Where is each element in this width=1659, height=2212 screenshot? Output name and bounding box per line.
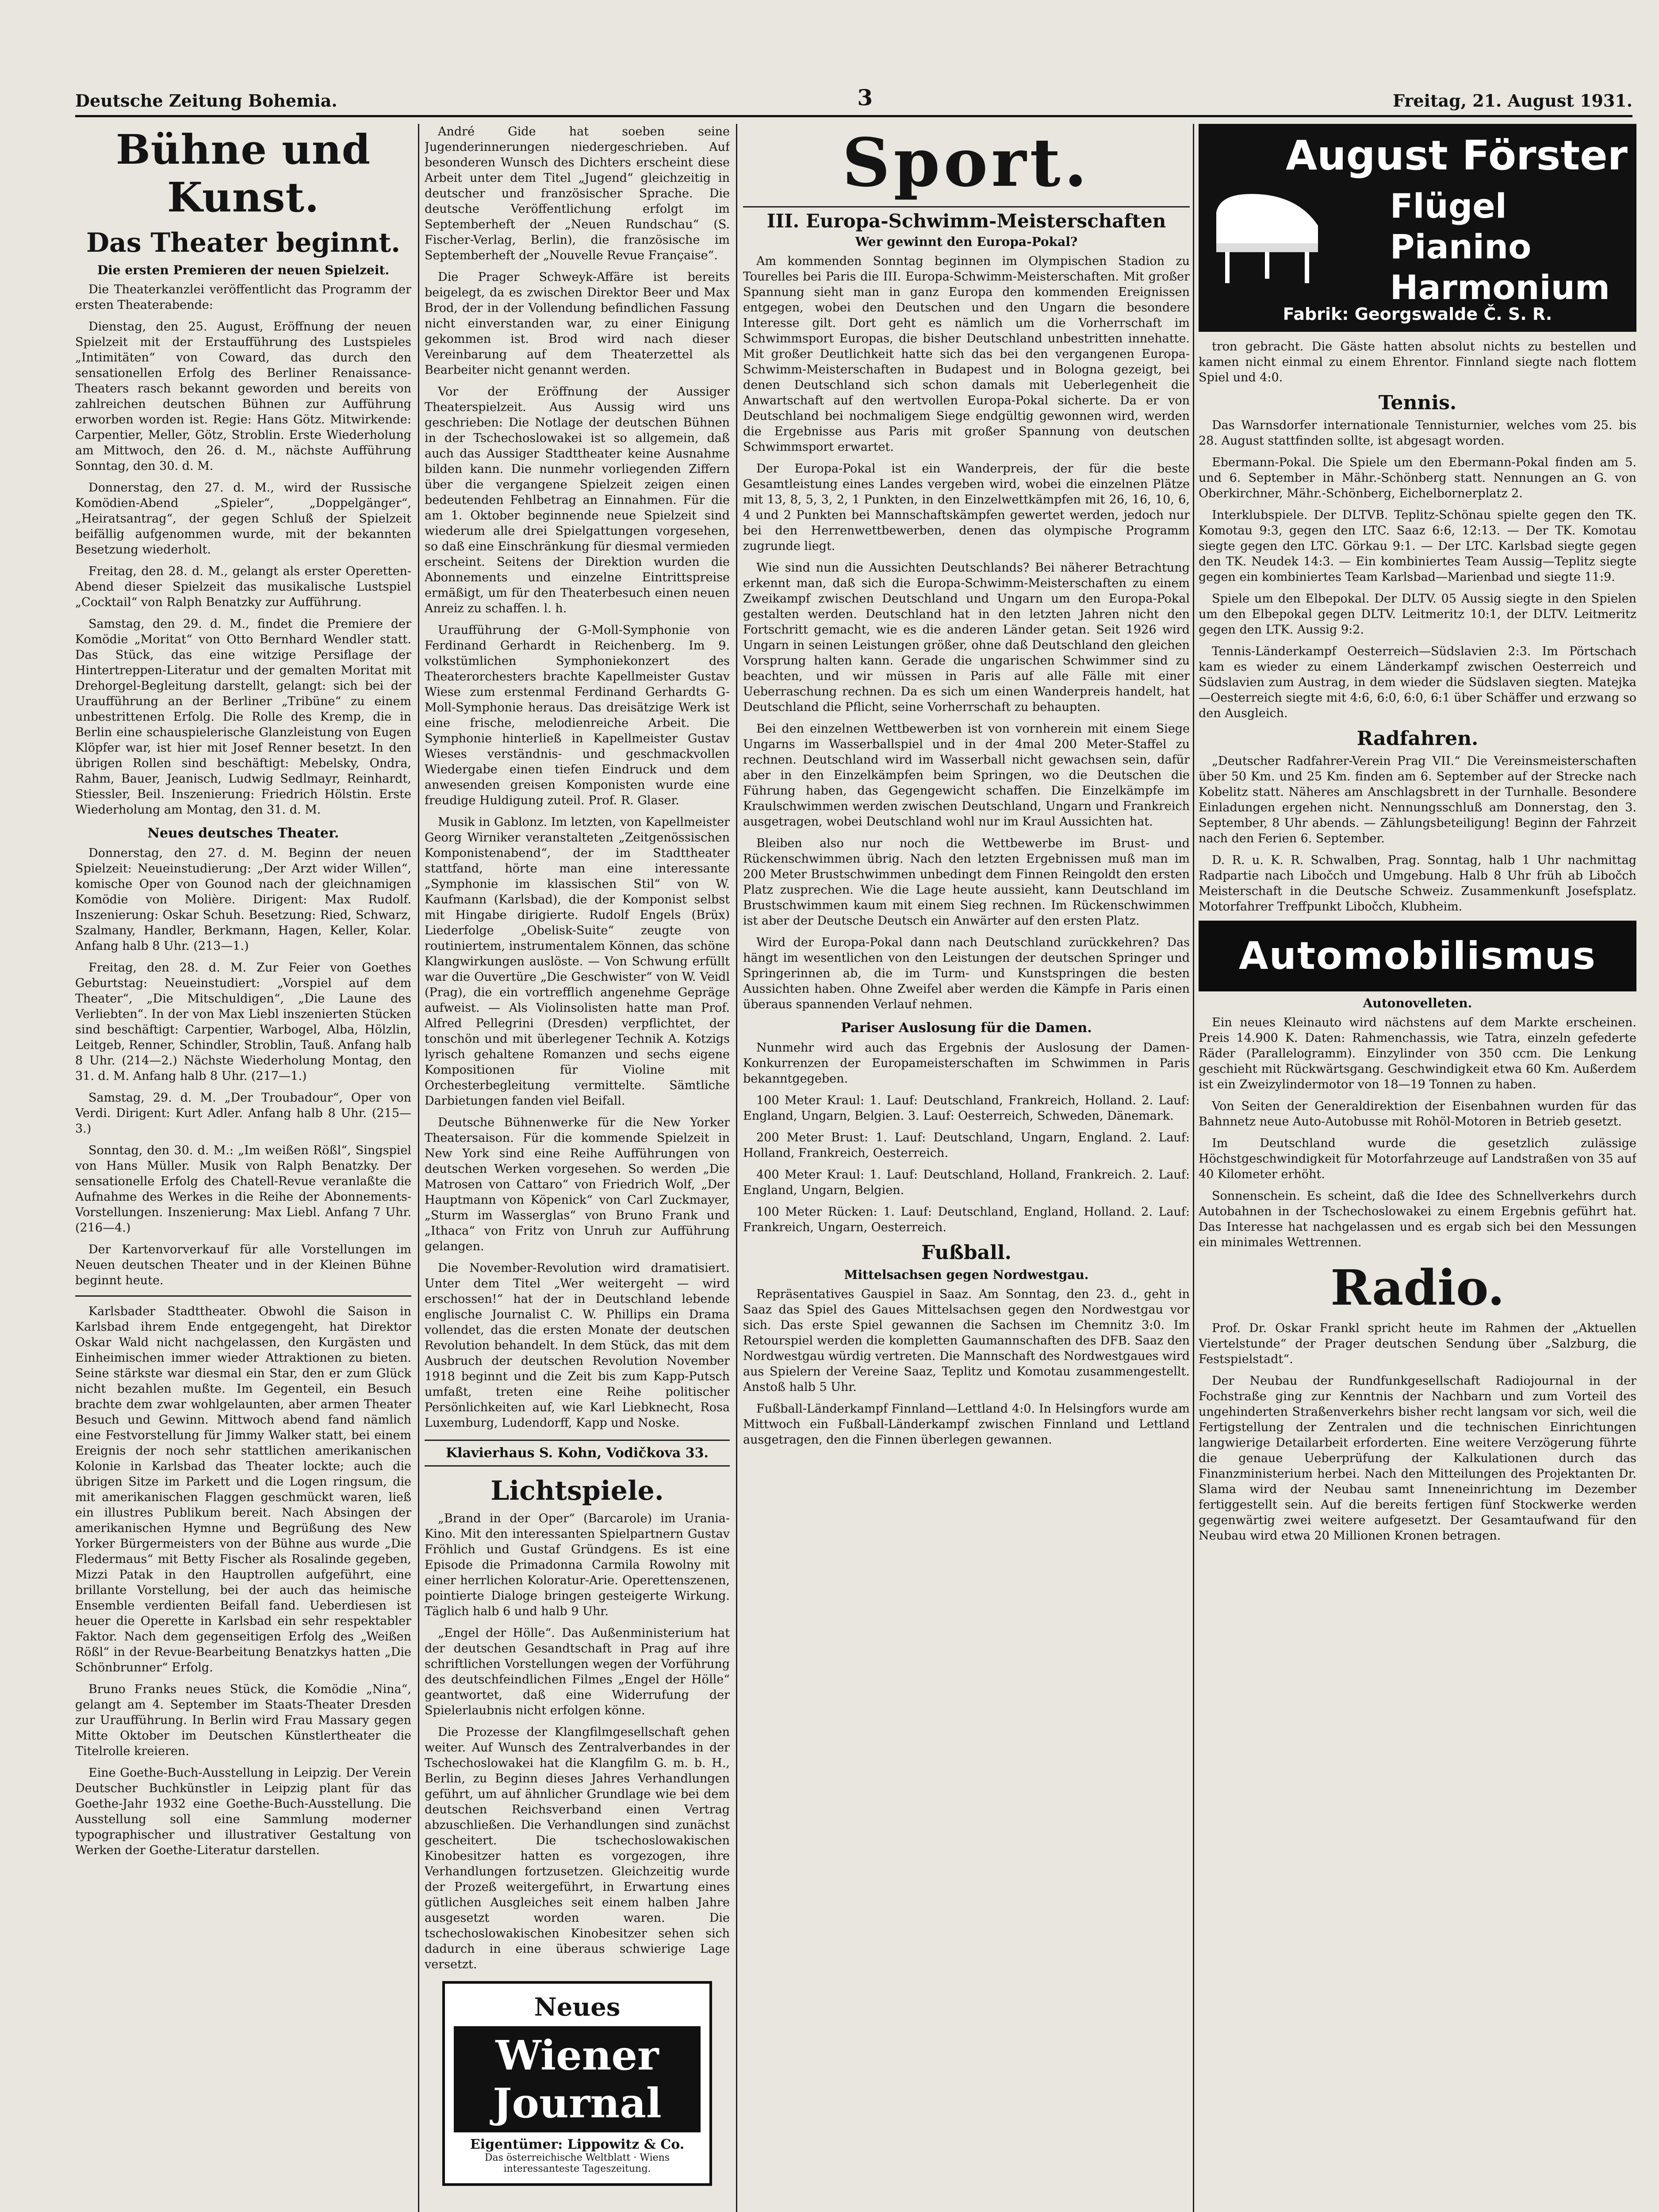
paragraph: Eine Goethe-Buch-Ausstellung in Leipzig. Der Verein Deutscher Buchkünstler in Leipzig plant für das Goethe-Jahr 1932 eine Goethe-Buch-Ausstellung. Die Ausstellung soll eine Sammlung moderner typographischer und illustrativer Gestaltung von Werken der Goethe-Literatur darstellen.: [75, 1766, 411, 1857]
section-title: Bühne und Kunst.: [115, 126, 371, 221]
paragraph: Sonntag, den 30. d. M.: „Im weißen Rößl“, Singspiel von Hans Müller. Musik von Ralph Benatzky. Der sensationelle Erfolg des Chatell-Revue veranlaßte die Aufnahme des Werkes in die Reihe der Abonnements-Vorstellungen. Inszenierung: Max Liebl. Anfang 7 Uhr. (216—4.): [75, 1144, 411, 1235]
ad-product: Harmonium: [1390, 268, 1610, 307]
ad-title: Wiener Journal: [454, 2026, 701, 2132]
article-title: Fußball.: [921, 1241, 1011, 1264]
paragraph: Das Warnsdorfer internationale Tennisturnier, welches vom 25. bis 28. August stattfinden sollte, ist abgesagt worden.: [1199, 419, 1636, 448]
paragraph: Bei den einzelnen Wettbewerben ist von vornherein mit einem Siege Ungarns im Wasserballspiel und in der 4mal 200 Meter-Staffel zu rechnen. Deutschland wird im Wasserball nicht gewachsen sein, dafür aber in den Einzelkämpfen beim Springen, wo die Deutschen die Führung haben, das Gegengewicht schaffen. Die Einzelkämpfe im Kraulschwimmen werden zwischen Deutschland, Ungarn und Frankreich ausgetragen, wobei Deutschland wohl nur im Kraul Aussichten hat.: [743, 722, 1190, 829]
paragraph: Im Deutschland wurde die gesetzlich zulässige Höchstgeschwindigkeit für Motorfahrzeuge auf Landstraßen von 35 auf 40 Kilometer erhöht.: [1199, 1137, 1636, 1181]
paragraph: D. R. u. K. R. Schwalben, Prag. Sonntag, halb 1 Uhr nachmittag Radpartie nach Libočch und Umgebung. Halb 8 Uhr früh ab Libočch Meisterschaft in die Deutsche Schweiz. Zusammenkunft Josefsplatz. Motorfahrer Treffpunkt Libočch, Klubheim.: [1199, 853, 1636, 914]
advertisement-klavierhaus: Klavierhaus S. Kohn, Vodičkova 33.: [425, 1440, 730, 1467]
article-title: Pariser Auslosung für die Damen.: [841, 1020, 1092, 1036]
column-sport-radio: [1199, 124, 1636, 2212]
paragraph: Spiele um den Elbepokal. Der DLTV. 05 Aussig siegte in den Spielen um den Elbepokal gegen DLTV. Leitmeritz 10:1, der DLTV. Leitmeritz gegen den LTK. Aussig 9:2.: [1199, 592, 1636, 637]
paragraph: Freitag, den 28. d. M., gelangt als erster Operetten-Abend dieser Spielzeit das musikalische Lustspiel „Cocktail“ von Ralph Benatzky zur Aufführung.: [75, 565, 411, 609]
paragraph: Die Prager Schweyk-Affäre ist bereits beigelegt, da es zwischen Direktor Beer und Max Brod, der in der Vollendung befindlichen Fassung nicht einverstanden war, zu einer Einigung gekommen ist. Brod wird nach dieser Vereinbarung auf dem Theaterzettel als Bearbeiter nicht genannt werden.: [425, 270, 730, 377]
paragraph: 200 Meter Brust: 1. Lauf: Deutschland, Ungarn, England. 2. Lauf: Holland, Frankreich, Oesterreich.: [743, 1131, 1190, 1160]
paragraph: Donnerstag, den 27. d. M., wird der Russische Komödien-Abend „Spieler“, „Doppelgänger“, „Heiratsantrag“, der gegen Schluß der Spielzeit beifällig aufgenommen wurde, mit der bekannten Besetzung wiederholt.: [75, 481, 411, 557]
paragraph: Sonnenschein. Es scheint, daß die Idee des Schnellverkehrs durch Autobahnen in der Tschechoslowakei zu einem Ergebnis geführt hat. Das Interesse hat nachgelassen und es ergab sich bei den Messungen ein minimales Wettrennen.: [1199, 1189, 1636, 1249]
paragraph: Bleiben also nur noch die Wettbewerbe im Brust- und Rückenschwimmen übrig. Nach den letzten Ergebnissen muß man im 200 Meter Brustschwimmen unbedingt dem Finnen Reingoldt den ersten Platz zusprechen. Wie die Lage heute aussieht, kann Deutschland im Brustschwimmen kaum mit einem Sieg rechnen. Im Rückenschwimmen ist aber der Deutsche Deutsch ein Anwärter auf den ersten Platz.: [743, 837, 1190, 928]
article-title: Neues deutsches Theater.: [147, 826, 339, 841]
ad-product: Flügel: [1390, 186, 1507, 226]
section-title: Sport.: [842, 124, 1091, 202]
paragraph: Prof. Dr. Oskar Frankl spricht heute im Rahmen der „Aktuellen Viertelstunde“ der Prager deutschen Sendung über „Salzburg, die Festspielstadt“.: [1199, 1321, 1636, 1366]
article-subtitle: Autonovelleten.: [1363, 996, 1472, 1010]
paragraph: Karlsbader Stadttheater. Obwohl die Saison in Karlsbad ihrem Ende entgegengeht, hat Direktor Oskar Wald nicht nachgelassen, den Kurgästen und Einheimischen immer wieder Attraktionen zu bieten. Seine stärkste war diesmal ein Star, den er zum Glück nicht bezahlen mußte. Im Gegenteil, ein Besuch brachte dem zwar wohlgelaunten, aber armen Theater Besuch und Gewinn. Mittwoch abend fand nämlich eine Festvorstellung für Jimmy Walker statt, bei einem Ereignis der noch sehr stattlichen amerikanischen Kolonie in Karlsbad das Theater lockte; auch die übrigen Sitze im Parkett und die Logen ringsum, die mit amerikanischen Flaggen geschmückt waren, ließ ein illustres Publikum bereit. Nach Absingen der amerikanischen Hymne und Begrüßung des New Yorker Bürgermeisters von der Bühne aus wurde „Die Fledermaus“ mit Betty Fischer als Rosalinde gegeben, Mizzi Patak in den Hauptrollen aufgeführt, eine brillante Vorstellung, bei der auch das heimische Ensemble verdienten Beifall fand. Ueberdiesen ist heuer die Operette in Karlsbad ein sehr respektabler Faktor. Nach dem gegenseitigen Erfolg des „Weißen Rößl“ in der Revue-Bearbeitung Benatzkys hatten „Die Schönbrunner“ Erfolg.: [75, 1305, 411, 1674]
paragraph: 100 Meter Rücken: 1. Lauf: Deutschland, England, Holland. 2. Lauf: Frankreich, Ungarn, Oesterreich.: [743, 1205, 1190, 1234]
advertisement-wiener-journal: [442, 1981, 712, 2186]
column-buehne: [75, 124, 411, 2212]
paragraph: Von Seiten der Generaldirektion der Eisenbahnen wurden für das Bahnnetz neue Auto-Autobusse mit Rohöl-Motoren in Betrieb gesetzt.: [1199, 1099, 1636, 1129]
ad-line: Eigentümer: Lippowitz & Co.: [470, 2137, 685, 2152]
paragraph: Musik in Gablonz. Im letzten, von Kapellmeister Georg Wirniker veranstalteten „Zeitgenössischen Komponistenabend“, der im Stadttheater stattfand, hörte man eine interessante „Symphonie im klassischen Stil“ von W. Kaufmann (Karlsbad), die der Komponist selbst mit Hingabe dirigierte. Rudolf Engels (Brüx) Liederfolge „Obelisk-Suite“ zeugte von routiniertem, instrumentalem Können, das schöne Klangwirkungen auslöste. — Von Schwung erfüllt war die Ouvertüre „Die Geschwister“ von W. Veidl (Prag), die ein vortrefflich angenehme Gepräge aufweist. — Als Violinsolisten hatte man Prof. Alfred Pellegrini (Dresden) verpflichtet, der tonschön und mit überlegener Technik A. Kotzigs lyrisch gehaltene Romanzen und sechs eigene Kompositionen für Violine mit Orchesterbegleitung vermittelte. Sämtliche Darbietungen fanden viel Beifall.: [425, 815, 730, 1108]
paragraph: Am kommenden Sonntag beginnen im Olympischen Stadion zu Tourelles bei Paris die III. Europa-Schwimm-Meisterschaften. Mit großer Spannung sieht man in ganz Europa den kommenden Ereignissen entgegen, wobei den Deutschen und den Ungarn die besondere Interesse gilt. Dort geht es nämlich um die Vorherrschaft im Schwimmsport Europas, die bisher Deutschland unbestritten innehatte. Mit großer Deutlichkeit hatte sich das bei den vergangenen Europa-Schwimm-Meisterschaften in Budapest und in Bologna gezeigt, bei denen Deutschland sich schon damals mit Ueberlegenheit die Anwartschaft auf den wertvollen Europa-Pokal sicherte. Da er von Deutschland bei nochmaligem Siege endgültig gewonnen wird, werden die Ergebnisse aus Paris mit großer Spannung von deutschen Schwimmsport erwartet.: [743, 254, 1190, 454]
paragraph: Freitag, den 28. d. M. Zur Feier von Goethes Geburtstag: Neueinstudiert: „Vorspiel auf dem Theater“, „Die Mitschuldigen“, „Die Laune des Verliebten“. In der von Max Liebl inszenierten Stücken sind beschäftigt: Carpentier, Warbogel, Alba, Hölzlin, Leitgeb, Renner, Schindler, Stroblin, Tauß. Anfang halb 8 Uhr. (214—2.) Nächste Wiederholung Montag, den 31. d. M. Anfang halb 8 Uhr. (217—1.): [75, 961, 411, 1083]
article-title: Das Theater beginnt.: [86, 227, 400, 258]
article-title: III. Europa-Schwimm-Meisterschaften: [743, 206, 1190, 232]
paragraph: Uraufführung der G-Moll-Symphonie von Ferdinand Gerhardt in Reichenberg. Im 9. volkstümlichen Symphoniekonzert des Theaterorchesters brachte Kapellmeister Gustav Wiese zum erstenmal Ferdinand Gerhardts G-Moll-Symphonie heraus. Das dreisätzige Werk ist eine frische, melodienreiche Arbeit. Die Symphonie hinterließ in Kapellmeister Gustav Wieses verständnis- und geschmackvollen Wiedergabe einen tiefen Eindruck und dem anwesenden greisen Komponisten wurde eine freudige Huldigung zuteil. Prof. R. Glaser.: [425, 623, 730, 807]
article-subtitle: Die ersten Premieren der neuen Spielzeit.: [97, 263, 390, 277]
piano-icon: [1212, 186, 1327, 288]
paragraph: 100 Meter Kraul: 1. Lauf: Deutschland, Frankreich, Holland. 2. Lauf: England, Ungarn, Belgien. 3. Lauf: Oesterreich, Schweden, Dänemark.: [743, 1094, 1190, 1123]
section-title: Lichtspiele.: [490, 1475, 664, 1506]
ad-line: Das österreichische Weltblatt · Wiens interessanteste Tageszeitung.: [484, 2152, 670, 2174]
masthead-left: Deutsche Zeitung Bohemia.: [75, 91, 337, 111]
advertisement-august-foerster: [1199, 124, 1636, 332]
paragraph: Tennis-Länderkampf Oesterreich—Südslavien 2:3. Im Pörtschach kam es wieder zu einem Länderkampf zwischen Oesterreich und Südslavien zum Austrag, in dem wieder die Südslaven siegten. Matejka—Oesterreich siegte mit 4:6, 6:0, 6:0, 6:1 über Schäffer und erzwang so den Ausgleich.: [1199, 645, 1636, 720]
section-title: Radio.: [1330, 1259, 1505, 1316]
paragraph: „Deutscher Radfahrer-Verein Prag VII.“ Die Vereinsmeisterschaften über 50 Km. und 25 Km. finden am 6. September auf der Strecke nach Kobelitz statt. Näheres am Anschlagsbrett in der Turnhalle. Besondere Einladungen ergehen nicht. Nennungsschluß am Donnerstag, den 3. September, 8 Uhr abends. — Zählungsbeteiligung! Beginn der Fahrzeit nach den Ferien 6. September.: [1199, 754, 1636, 845]
paragraph: Donnerstag, den 27. d. M. Beginn der neuen Spielzeit: Neueinstudierung: „Der Arzt wider Willen“, komische Oper von Gounod nach der gleichnamigen Komödie von Molière. Dirigent: Max Rudolf. Inszenierung: Oskar Schuh. Besetzung: Ried, Schwarz, Szalmany, Handler, Berkmann, Hagen, Keller, Kolar. Anfang halb 8 Uhr. (213—1.): [75, 846, 411, 953]
article-subtitle: Wer gewinnt den Europa-Pokal?: [855, 234, 1078, 249]
paragraph: „Engel der Hölle“. Das Außenministerium hat der deutschen Gesandtschaft in Prag auf ihre schriftlichen Vorstellungen wegen der Vorführung des deutschfeindlichen Filmes „Engel der Hölle“ geantwortet, daß eine Widerrufung der Spielerlaubnis nicht erfolgen könne.: [425, 1626, 730, 1717]
paragraph: Bruno Franks neues Stück, die Komödie „Nina“, gelangt am 4. September im Staats-Theater Dresden zur Uraufführung. In Berlin wird Frau Massary gegen Mitte Oktober im Deutschen Künstlertheater die Titelrolle kreieren.: [75, 1682, 411, 1758]
paragraph: Wie sind nun die Aussichten Deutschlands? Bei näherer Betrachtung erkennt man, daß sich die Europa-Schwimm-Meisterschaften zu einem Zweikampf zwischen Deutschland und Ungarn um den Europa-Pokal gestalten werden. Deutschland hat in den letzten Jahren nicht den Fortschritt gemacht, wie es die anderen Länder getan. Seit 1926 wird Ungarn in seinen Leistungen größer, ohne daß Deutschland den gleichen Vorsprung halten kann. Gerade die ungarischen Schwimmer sind zu beachten, und wir müssen in Paris auf alle Fälle mit einer Ueberraschung rechnen. Da es sich um einen Wanderpreis handelt, hat Deutschland die Pflicht, seine Vorherrschaft zu behaupten.: [743, 561, 1190, 714]
page-header: [75, 80, 1632, 117]
paragraph: Fußball-Länderkampf Finnland—Lettland 4:0. In Helsingfors wurde am Mittwoch ein Fußball-Länderkampf zwischen Finnland und Lettland ausgetragen, den die Finnen überlegen gewannen.: [743, 1402, 1190, 1447]
ad-products: [1390, 186, 1610, 308]
ad-brand: August Förster: [1285, 132, 1628, 179]
paragraph: Ein neues Kleinauto wird nächstens auf dem Markte erscheinen. Preis 14.900 K. Daten: Rahmenchassis, wie Tatra, einzeln gefederte Räder (Parallelogramm). Einzylinder von 350 ccm. Die Lenkung geschieht mit Rückwärtsgang. Geschwindigkeit etwa 60 Km. Außerdem ist ein Zweizylindermotor von 18—19 Tonnen zu haben.: [1199, 1016, 1636, 1091]
paragraph: Repräsentatives Gauspiel in Saaz. Am Sonntag, den 23. d., geht in Saaz das Spiel des Gaues Mittelsachsen gegen den Nordwestgau vor sich. Das erste Spiel gewannen die Sachsen im Chemnitz 3:0. Im Retourspiel werden die kompletten Gaumannschaften des DFB. Saaz den Nordwestgau würdig vertreten. Die Mannschaft des Nordwestgaues wird aus Spielern der Vereine Saaz, Teplitz und Komotau zusammengestellt. Anstoß halb 5 Uhr.: [743, 1287, 1190, 1394]
section-banner: Automobilismus: [1199, 921, 1636, 991]
column-rule: [418, 124, 419, 2212]
article-subtitle: Mittelsachsen gegen Nordwestgau.: [844, 1267, 1089, 1282]
page-number: 3: [857, 84, 873, 111]
paragraph: Die Theaterkanzlei veröffentlicht das Programm der ersten Theaterabende:: [75, 283, 411, 312]
dateline: Freitag, 21. August 1931.: [1393, 91, 1632, 111]
ad-factory: Fabrik: Georgswalde Č. S. R.: [1283, 304, 1552, 324]
paragraph: Deutsche Bühnenwerke für die New Yorker Theatersaison. Für die kommende Spielzeit in New York sind eine Reihe Aufführungen von deutschen Werken vorgesehen. So werden „Die Matrosen von Cattaro“ von Friedrich Wolf, „Der Hauptmann von Köpenick“ von Carl Zuckmayer, „Sturm im Wasserglas“ von Bruno Frank und „Ithaca“ von Fritz von Unruh zur Aufführung gelangen.: [425, 1116, 730, 1253]
paragraph: 400 Meter Kraul: 1. Lauf: Deutschland, Holland, Frankreich. 2. Lauf: England, Ungarn, Belgien.: [743, 1168, 1190, 1197]
paragraph: Der Europa-Pokal ist ein Wanderpreis, der für die beste Gesamtleistung eines Landes vergeben wird, wobei die einzelnen Plätze mit 13, 8, 5, 3, 2, 1 Punkten, in den Einzelwettkämpfen mit 26, 16, 10, 6, 4 und 2 Punkten bei Mannschaftskämpfen gewertet werden, jedoch nur bei den Herrenwettbewerben, denen das olympische Programm zugrunde liegt.: [743, 462, 1190, 553]
paragraph: André Gide hat soeben seine Jugenderinnerungen niedergeschrieben. Auf besonderen Wunsch des Dichters erscheint diese Arbeit unter dem Titel „Jugend“ gleichzeitig in deutscher und französischer Sprache. Die deutsche Veröffentlichung erfolgt im Septemberheft der „Neuen Rundschau“ (S. Fischer-Verlag, Berlin), die französische im Septemberheft der „Nouvelle Revue Française“.: [425, 125, 730, 262]
paragraph: Der Kartenvorverkauf für alle Vorstellungen im Neuen deutschen Theater und in der Kleinen Bühne beginnt heute.: [75, 1243, 411, 1287]
column-rule: [736, 124, 737, 2212]
paragraph: Samstag, 29. d. M. „Der Troubadour“, Oper von Verdi. Dirigent: Kurt Adler. Anfang halb 8 Uhr. (215—3.): [75, 1091, 411, 1136]
divider: [75, 1295, 411, 1297]
paragraph: Samstag, den 29. d. M., findet die Premiere der Komödie „Moritat“ von Otto Bernhard Wendler statt. Das Stück, das eine witzige Persiflage der Hintertreppen-Literatur und der gemalten Moritat mit Drehorgel-Begleitung darstellt, gelangt: sich bei der Uraufführung an der Berliner „Tribüne“ zu einem unbestrittenen Erfolg. Die Rolle des Kremp, die in Berlin eine schauspielerische Glanzleistung von Eugen Klöpfer war, ist hier mit Josef Renner besetzt. In den übrigen Rollen sind beschäftigt: Mebelsky, Ondra, Rahm, Bauer, Jeanisch, Ludwig Sedlmayr, Reinhardt, Stiessler, Beil. Inszenierung: Friedrich Hölstin. Erste Wiederholung am Montag, den 31. d. M.: [75, 617, 411, 817]
paragraph: Die November-Revolution wird dramatisiert. Unter dem Titel „Wer weitergeht — wird erschossen!“ hat der in Deutschland lebende englische Journalist C. W. Phillips ein Drama vollendet, das die ersten Monate der deutschen Revolution behandelt. In dem Stück, das mit dem Ausbruch der deutschen Revolution November 1918 beginnt und die Zeit bis zum Kapp-Putsch umfaßt, treten eine Reihe politischer Persönlichkeiten auf, wie Karl Liebknecht, Rosa Luxemburg, Ludendorff, Kapp und Noske.: [425, 1261, 730, 1430]
column-sport: [743, 124, 1190, 2212]
paragraph: Nunmehr wird auch das Ergebnis der Auslosung der Damen-Konkurrenzen der Europameisterschaften im Schwimmen in Paris bekanntgegeben.: [743, 1041, 1190, 1086]
paragraph: Dienstag, den 25. August, Eröffnung der neuen Spielzeit mit der Erstaufführung des Lustspieles „Intimitäten“ von Coward, das durch den sensationellen Erfolg des Berliner Renaissance-Theaters rasch bekannt geworden und bereits von zahlreichen deutschen Bühnen zur Aufführung erworben worden ist. Regie: Hans Götz. Mitwirkende: Carpentier, Meller, Götz, Stroblin. Erste Wiederholung am Mittwoch, den 26. d. M., nächste Aufführung Sonntag, den 30. d. M.: [75, 320, 411, 473]
ad-line: Neues: [534, 1993, 621, 2022]
paragraph: tron gebracht. Die Gäste hatten absolut nichts zu bestellen und kamen nicht einmal zu einem Ehrentor. Finnland siegte nach flottem Spiel und 4:0.: [1199, 340, 1636, 384]
column-kultur: [425, 124, 730, 2212]
paragraph: Interklubspiele. Der DLTVB. Teplitz-Schönau spielte gegen den TK. Komotau 9:3, gegen den LTC. Saaz 6:6, 12:13. — Der TK. Komotau siegte gegen den LTC. Görkau 9:1. — Der LTC. Karlsbad siegte gegen den TK. Neudek 14:3. — Ein kombiniertes Team Aussig—Teplitz siegte gegen ein kombiniertes Team Karlsbad—Marienbad und siegte 11:9.: [1199, 508, 1636, 584]
section-title: Radfahren.: [1356, 727, 1479, 750]
paragraph: Wird der Europa-Pokal dann nach Deutschland zurückkehren? Das hängt im wesentlichen von den Leistungen der deutschen Springer und Springerinnen ab, die im Turm- und Kunstspringen die besten Aussichten haben. Ohne Zweifel aber werden die Kämpfe in Paris einen überaus spannenden Verlauf nehmen.: [743, 936, 1190, 1011]
paragraph: Vor der Eröffnung der Aussiger Theaterspielzeit. Aus Aussig wird uns geschrieben: Die Notlage der deutschen Bühnen in der Tschechoslowakei ist so allgemein, daß auch das Aussiger Stadttheater keine Ausnahme bilden kann. Die nunmehr vorliegenden Ziffern über die vergangene Spielzeit zeigen einen bedeutenden Fehlbetrag an Einnahmen. Für die am 1. Oktober beginnende neue Spielzeit sind wiederum alle drei Spielgattungen vorgesehen, so daß eine Einschränkung für diesmal vermieden erscheint. Seitens der Direktion wurden die Abonnements und einzelne Eintrittspreise ermäßigt, um für den Theaterbesuch einen neuen Anreiz zu schaffen. l. h.: [425, 385, 730, 615]
paragraph: Die Prozesse der Klangfilmgesellschaft gehen weiter. Auf Wunsch des Zentralverbandes in der Tschechoslowakei hat die Klangfilm G. m. b. H., Berlin, zu Beginn dieses Jahres Verhandlungen geführt, um auf ähnlicher Grundlage wie bei dem deutschen Reichsverband einen Vertrag abzuschließen. Die Verhandlungen sind zunächst gescheitert. Die tschechoslowakischen Kinobesitzer hatten es vorgezogen, ihre Verhandlungen fortzusetzen. Gleichzeitig wurde der Prozeß weitergeführt, in Erwartung eines gütlichen Ausgleiches seit einem halben Jahre ausgesetzt worden waren. Die tschechoslowakischen Kinobesitzer sehen sich dadurch in eine überaus schwierige Lage versetzt.: [425, 1725, 730, 1971]
section-title: Tennis.: [1378, 392, 1457, 414]
paragraph: Der Neubau der Rundfunkgesellschaft Radiojournal in der Fochstraße ging zur Kenntnis der Nachbarn und zum Vorteil des ungehinderten Straßenverkehrs bisher recht langsam vor sich, weil die Fertigstellung der Zentralen und die technischen Einrichtungen langwierige Detailarbeit erforderten. Eine weitere Verzögerung führte die genaue Ueberprüfung der Kalkulationen durch das Finanzministerium herbei. Nach den Mitteilungen des Projektanten Dr. Slama wird der Neubau samt Inneneinrichtung im Dezember fertiggestellt sein. Auf die bereits fertigen fünf Stockwerke werden gegenwärtig zwei weitere aufgesetzt. Der Gesamtaufwand für den Neubau wird etwa 20 Millionen Kronen betragen.: [1199, 1374, 1636, 1543]
paragraph: „Brand in der Oper“ (Barcarole) im Urania-Kino. Mit den interessanten Spielpartnern Gustav Fröhlich und Gustaf Gründgens. Es ist eine Episode die Primadonna Carmila Rowolny mit einer herrlichen Koloratur-Arie. Operettenszenen, pointierte Dialoge bringen gesteigerte Wirkung. Täglich halb 6 und halb 9 Uhr.: [425, 1512, 730, 1618]
column-rule: [1193, 124, 1194, 2212]
paragraph: Ebermann-Pokal. Die Spiele um den Ebermann-Pokal finden am 5. und 6. September in Mähr.-Schönberg statt. Nennungen an G. von Oberkirchner, Mähr.-Schönberg, Eichelbornerplatz 2.: [1199, 456, 1636, 500]
ad-product: Pianino: [1390, 227, 1532, 266]
